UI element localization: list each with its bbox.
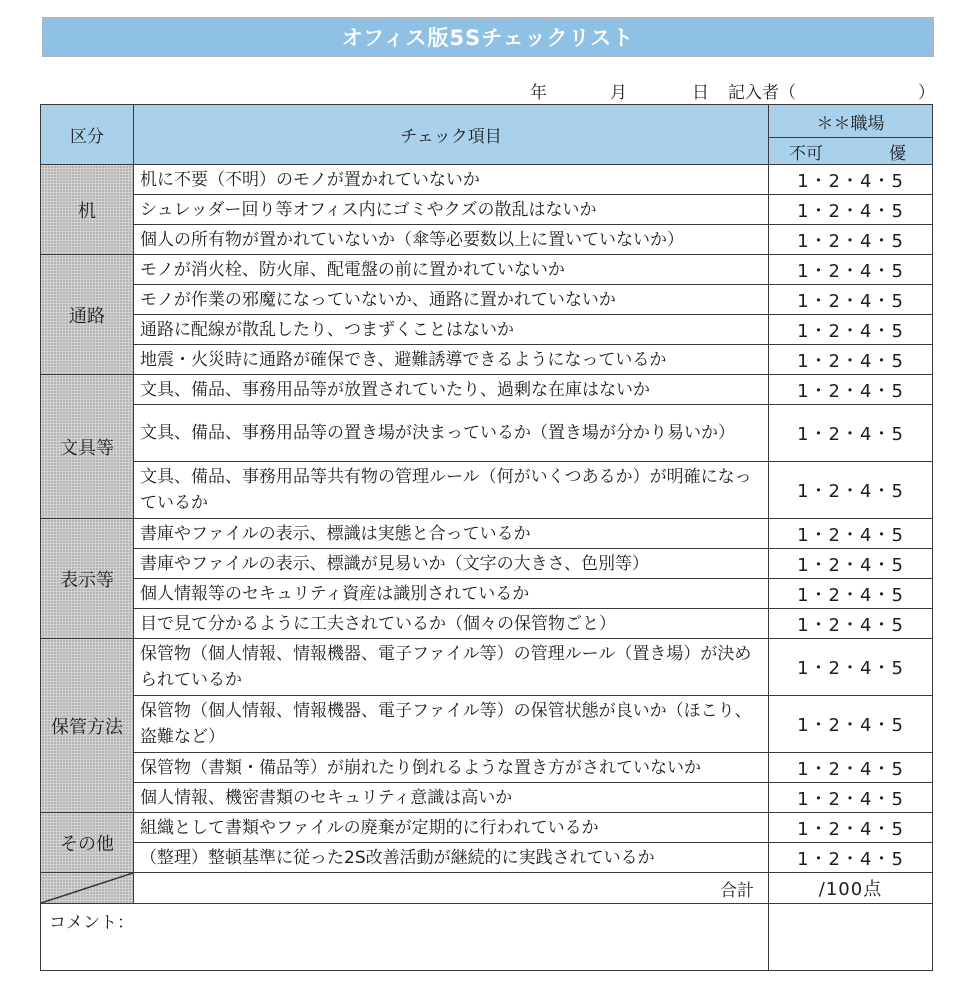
check-item: 通路に配線が散乱したり、つまずくことはないか: [134, 315, 769, 345]
comment-label: コメント：: [49, 913, 134, 933]
check-item: 保管物（個人情報、情報機器、電子ファイル等）の管理ルール（置き場）が決められているか: [134, 639, 769, 696]
check-item: 組織として書類やファイルの廃棄が定期的に行われているか: [134, 813, 769, 843]
category-cell: 保管方法: [41, 639, 134, 813]
table-row: [41, 165, 933, 195]
score-options[interactable]: 1・2・4・5: [769, 462, 933, 519]
comment-field[interactable]: [41, 904, 769, 971]
check-item: 保管物（書類・備品等）が崩れたり倒れるような置き方がされていないか: [134, 753, 769, 783]
table-row: [41, 549, 933, 579]
check-item: シュレッダー回り等オフィス内にゴミやクズの散乱はないか: [134, 195, 769, 225]
total-corner: [41, 873, 134, 904]
header-workplace: ＊＊職場: [769, 105, 933, 138]
writer-close: ）: [918, 83, 935, 103]
score-options[interactable]: 1・2・4・5: [769, 549, 933, 579]
page-title: オフィス版5Sチェックリスト: [341, 26, 635, 50]
category-cell: 通路: [41, 255, 134, 375]
table-row: [41, 696, 933, 753]
check-item: 文具、備品、事務用品等の置き場が決まっているか（置き場が分かり易いか）: [134, 405, 769, 462]
comment-extra-field[interactable]: [769, 904, 933, 971]
table-row: [41, 639, 933, 696]
header-good: 優: [889, 143, 906, 164]
total-row: [41, 873, 933, 904]
score-options[interactable]: 1・2・4・5: [769, 579, 933, 609]
table-row: [41, 813, 933, 843]
category-cell: 文具等: [41, 375, 134, 519]
table-row: [41, 519, 933, 549]
table-row: [41, 405, 933, 462]
check-item: 個人情報等のセキュリティ資産は識別されているか: [134, 579, 769, 609]
table-row: [41, 285, 933, 315]
table-row: [41, 843, 933, 873]
day-label: 日: [692, 83, 709, 103]
check-item: 目で見て分かるように工夫されているか（個々の保管物ごと）: [134, 609, 769, 639]
category-cell: その他: [41, 813, 134, 873]
check-item: 保管物（個人情報、情報機器、電子ファイル等）の保管状態が良いか（ほこり、盗難など）: [134, 696, 769, 753]
score-options[interactable]: 1・2・4・5: [769, 696, 933, 753]
score-options[interactable]: 1・2・4・5: [769, 375, 933, 405]
category-cell: 机: [41, 165, 134, 255]
check-item: 個人の所有物が置かれていないか（傘等必要数以上に置いていないか）: [134, 225, 769, 255]
score-options[interactable]: 1・2・4・5: [769, 843, 933, 873]
table-row: [41, 375, 933, 405]
month-label: 月: [610, 83, 627, 103]
table-row: [41, 225, 933, 255]
check-item: 文具、備品、事務用品等共有物の管理ルール（何がいくつあるか）が明確になっているか: [134, 462, 769, 519]
score-options[interactable]: 1・2・4・5: [769, 783, 933, 813]
year-label: 年: [530, 83, 547, 103]
table-row: [41, 345, 933, 375]
title-bar: [42, 17, 934, 57]
score-options[interactable]: 1・2・4・5: [769, 315, 933, 345]
table-row: [41, 195, 933, 225]
score-options[interactable]: 1・2・4・5: [769, 285, 933, 315]
total-label: 合計: [134, 873, 769, 904]
score-options[interactable]: 1・2・4・5: [769, 639, 933, 696]
table-row: [41, 753, 933, 783]
checklist-table: [40, 104, 933, 971]
table-row: [41, 783, 933, 813]
check-item: 文具、備品、事務用品等が放置されていたり、過剰な在庫はないか: [134, 375, 769, 405]
check-item: 書庫やファイルの表示、標識は実態と合っているか: [134, 519, 769, 549]
score-options[interactable]: 1・2・4・5: [769, 519, 933, 549]
header-bad: 不可: [789, 143, 823, 164]
table-row: [41, 609, 933, 639]
check-item: 個人情報、機密書類のセキュリティ意識は高いか: [134, 783, 769, 813]
score-options[interactable]: 1・2・4・5: [769, 813, 933, 843]
table-row: [41, 255, 933, 285]
header-category: 区分: [41, 105, 134, 165]
score-options[interactable]: 1・2・4・5: [769, 225, 933, 255]
score-options[interactable]: 1・2・4・5: [769, 195, 933, 225]
table-row: [41, 315, 933, 345]
score-options[interactable]: 1・2・4・5: [769, 345, 933, 375]
score-options[interactable]: 1・2・4・5: [769, 165, 933, 195]
comment-row: [41, 904, 933, 971]
score-options[interactable]: 1・2・4・5: [769, 405, 933, 462]
check-item: 書庫やファイルの表示、標識が見易いか（文字の大きさ、色別等）: [134, 549, 769, 579]
header-scale: [769, 138, 933, 165]
score-options[interactable]: 1・2・4・5: [769, 753, 933, 783]
score-options[interactable]: 1・2・4・5: [769, 255, 933, 285]
check-item: 机に不要（不明）のモノが置かれていないか: [134, 165, 769, 195]
writer-label: 記入者（: [728, 83, 796, 103]
check-item: モノが作業の邪魔になっていないか、通路に置かれていないか: [134, 285, 769, 315]
check-item: （整理）整頓基準に従った2S改善活動が継続的に実践されているか: [134, 843, 769, 873]
header-item: チェック項目: [134, 105, 769, 165]
table-row: [41, 579, 933, 609]
total-value: /100点: [769, 873, 933, 904]
score-options[interactable]: 1・2・4・5: [769, 609, 933, 639]
check-item: モノが消火栓、防火扉、配電盤の前に置かれていないか: [134, 255, 769, 285]
category-cell: 表示等: [41, 519, 134, 639]
check-item: 地震・火災時に通路が確保でき、避難誘導できるようになっているか: [134, 345, 769, 375]
table-row: [41, 462, 933, 519]
